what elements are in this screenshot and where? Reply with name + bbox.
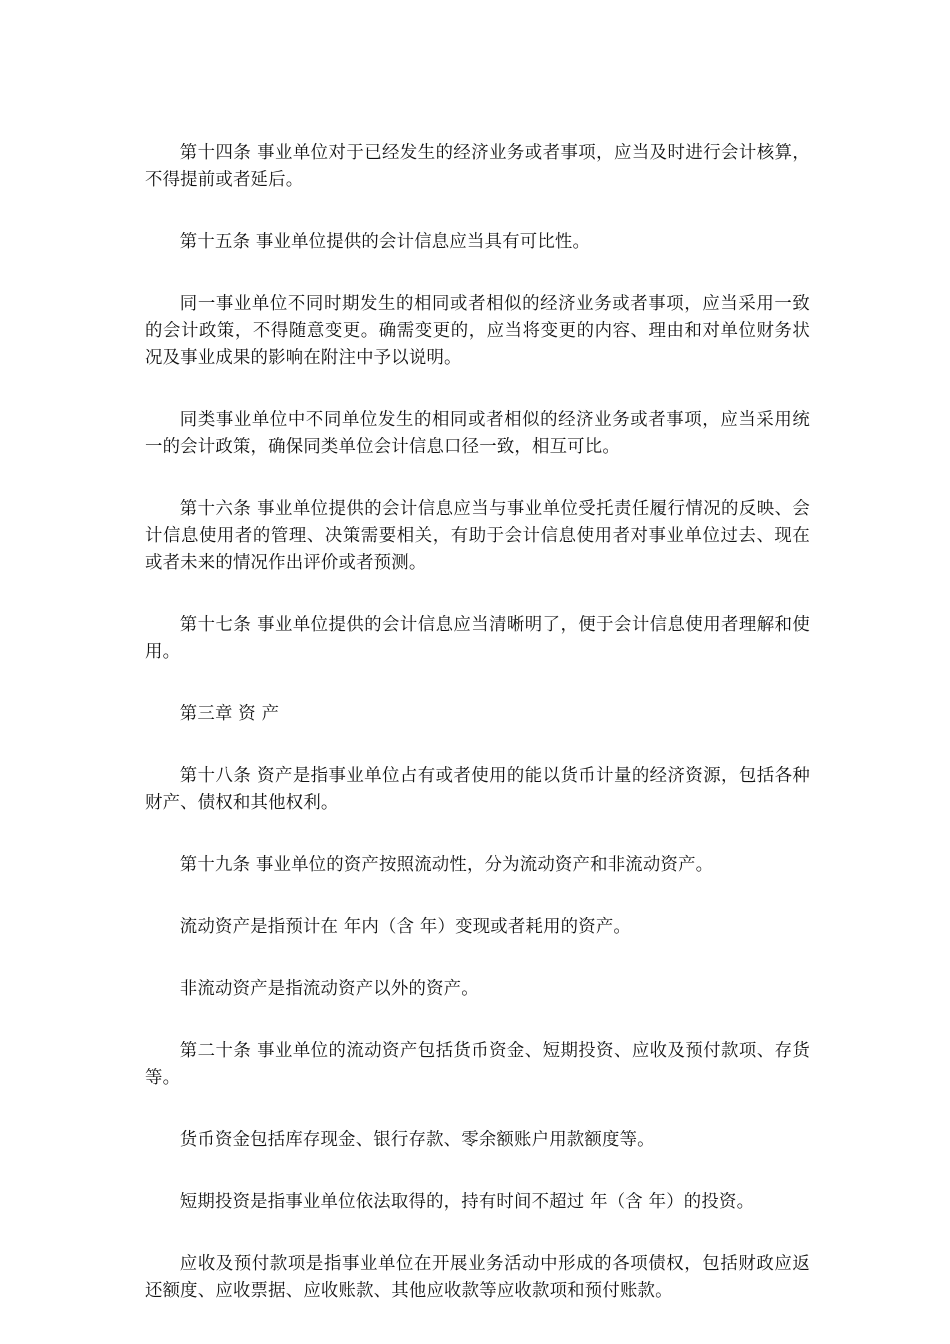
paragraph-noncurrent-assets: 非流动资产是指流动资产以外的资产。 [179,979,479,999]
paragraph-article-18: 第十八条 资产是指事业单位占有或者使用的能以货币计量的经济资源，包括各种财产、债权和其他权利。 [145,766,810,813]
chapter-heading: 第三章 资 产 [179,704,280,724]
paragraph-monetary-funds: 货币资金包括库存现金、银行存款、零余额账户用款额度等。 [179,1130,655,1150]
paragraph-receivables: 应收及预付款项是指事业单位在开展业务活动中形成的各项债权，包括财政应返还额度、应收票据、应收账款、其他应收款等应收款项和预付账款。 [145,1254,810,1301]
paragraph-current-assets: 流动资产是指预计在 年内（含 年）变现或者耗用的资产。 [179,917,632,937]
paragraph-short-term-investment: 短期投资是指事业单位依法取得的，持有时间不超过 年（含 年）的投资。 [179,1192,755,1212]
paragraph-article-20: 第二十条 事业单位的流动资产包括货币资金、短期投资、应收及预付款项、存货等。 [145,1041,810,1088]
paragraph-article-15-clause-2: 同类事业单位中不同单位发生的相同或者相似的经济业务或者事项，应当采用统一的会计政策，确保同类单位会计信息口径一致，相互可比。 [145,410,810,457]
paragraph-article-15-clause-1: 同一事业单位不同时期发生的相同或者相似的经济业务或者事项，应当采用一致的会计政策，不得随意变更。确需变更的，应当将变更的内容、理由和对单位财务状况及事业成果的影响在附注中予以说明。 [145,294,810,368]
paragraph-article-17: 第十七条 事业单位提供的会计信息应当清晰明了，便于会计信息使用者理解和使用。 [145,615,810,662]
paragraph-article-16: 第十六条 事业单位提供的会计信息应当与事业单位受托责任履行情况的反映、会计信息使用者的管理、决策需要相关，有助于会计信息使用者对事业单位过去、现在或者未来的情况作出评价或者预测。 [145,499,810,573]
paragraph-article-19: 第十九条 事业单位的资产按照流动性，分为流动资产和非流动资产。 [179,855,714,875]
paragraph-article-15: 第十五条 事业单位提供的会计信息应当具有可比性。 [179,232,591,252]
paragraph-article-14: 第十四条 事业单位对于已经发生的经济业务或者事项，应当及时进行会计核算，不得提前或者延后。 [145,143,810,190]
document-page [145,140,810,1340]
